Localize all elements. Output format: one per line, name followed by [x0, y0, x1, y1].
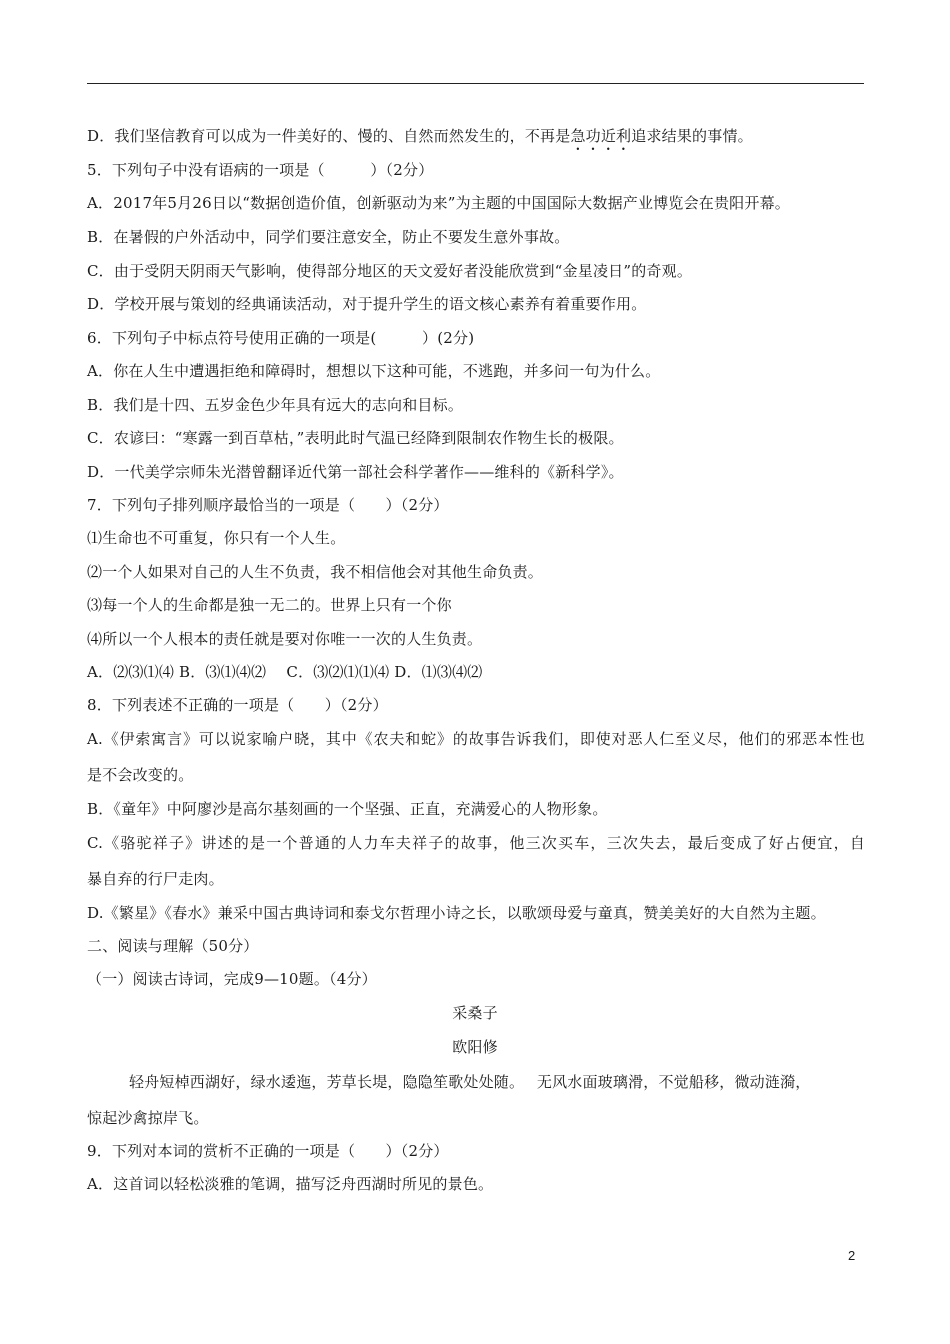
section-heading: 二、阅读与理解（50分） [87, 937, 259, 955]
option-9a: A．这首词以轻松淡雅的笔调，描写泛舟西湖时所见的景色。 [87, 1175, 494, 1193]
option-6a: A．你在人生中遭遇拒绝和障碍时，想想以下这种可能，不逃跑，并多问一句为什么。 [87, 362, 661, 380]
option-4d [87, 126, 753, 154]
sentence-4: ⑷所以一个人根本的责任就是要对你唯一一次的人生负责。 [87, 630, 483, 648]
poem-author: 欧阳修 [452, 1038, 498, 1056]
sentence-3: ⑶每一个人的生命都是独一无二的。世界上只有一个你 [87, 596, 452, 614]
option-8c-line1: C.《骆驼祥子》讲述的是一个普通的人力车夫祥子的故事，他三次买车，三次失去，最后变成了好占便宜，自 [87, 834, 865, 852]
option-8d: D.《繁星》《春水》兼采中国古典诗词和泰戈尔哲理小诗之长，以歌颂母爱与童真，赞美美好的大自然为主题。 [87, 904, 826, 922]
option-5d: D．学校开展与策划的经典诵读活动，对于提升学生的语文核心素养有着重要作用。 [87, 295, 647, 313]
sentence-2: ⑵一个人如果对自己的人生不负责，我不相信他会对其他生命负责。 [87, 563, 544, 581]
question-7: 7．下列句子排列顺序最恰当的一项是（ ）（2分） [87, 496, 449, 514]
question-9: 9．下列对本词的赏析不正确的一项是（ ）（2分） [87, 1142, 449, 1160]
subsection-heading: （一）阅读古诗词，完成9—10题。（4分） [87, 970, 377, 988]
poem-title: 采桑子 [452, 1004, 498, 1022]
page-number: 2 [848, 1248, 856, 1263]
option-5b: B．在暑假的户外活动中，同学们要注意安全，防止不要发生意外事故。 [87, 228, 570, 246]
header-rule [87, 83, 864, 84]
option-5a: A．2017年5月26日以“数据创造价值，创新驱动为来”为主题的中国国际大数据产业博览会在贵阳开幕。 [87, 194, 790, 212]
option-8c-line2: 暴自弃的行尸走肉。 [87, 870, 224, 888]
text-segment: 追求结果的事情。 [631, 127, 753, 145]
options-7: A．⑵⑶⑴⑷ B．⑶⑴⑷⑵ C．⑶⑵⑴⑴⑷ D．⑴⑶⑷⑵ [87, 663, 483, 681]
question-5: 5．下列句子中没有语病的一项是（ ）（2分） [87, 161, 434, 179]
option-5c: C．由于受阴天阴雨天气影响，使得部分地区的天文爱好者没能欣赏到“金星凌日”的奇观。 [87, 262, 693, 280]
option-6b: B．我们是十四、五岁金色少年具有远大的志向和目标。 [87, 396, 464, 414]
option-8a-line1: A.《伊索寓言》可以说家喻户晓，其中《农夫和蛇》的故事告诉我们，即使对恶人仁至义尽，他们的邪恶本性也 [87, 730, 865, 748]
text-segment: D．我们坚信教育可以成为一件美好的、慢的、自然而然发生的，不再是 [87, 127, 571, 145]
option-8a-line2: 是不会改变的。 [87, 766, 194, 784]
poem-body-line2: 惊起沙禽掠岸飞。 [87, 1109, 209, 1127]
option-6c: C．农谚曰：“寒露一到百草枯，”表明此时气温已经降到限制农作物生长的极限。 [87, 429, 624, 447]
question-6: 6．下列句子中标点符号使用正确的一项是( ）(2分) [87, 329, 475, 347]
option-6d: D．一代美学宗师朱光潜曾翻译近代第一部社会科学著作——维科的《新科学》。 [87, 463, 624, 481]
emphasized-word: 急功近利 [570, 127, 632, 145]
option-8b: B．《童年》中阿廖沙是高尔基刻画的一个坚强、正直，充满爱心的人物形象。 [87, 800, 608, 818]
question-8: 8．下列表述不正确的一项是（ ）（2分） [87, 696, 388, 714]
sentence-1: ⑴生命也不可重复，你只有一个人生。 [87, 529, 346, 547]
poem-body-line1: 轻舟短棹西湖好，绿水逶迤，芳草长堤，隐隐笙歌处处随。 无风水面玻璃滑，不觉船移，微动涟漪， [129, 1073, 811, 1091]
